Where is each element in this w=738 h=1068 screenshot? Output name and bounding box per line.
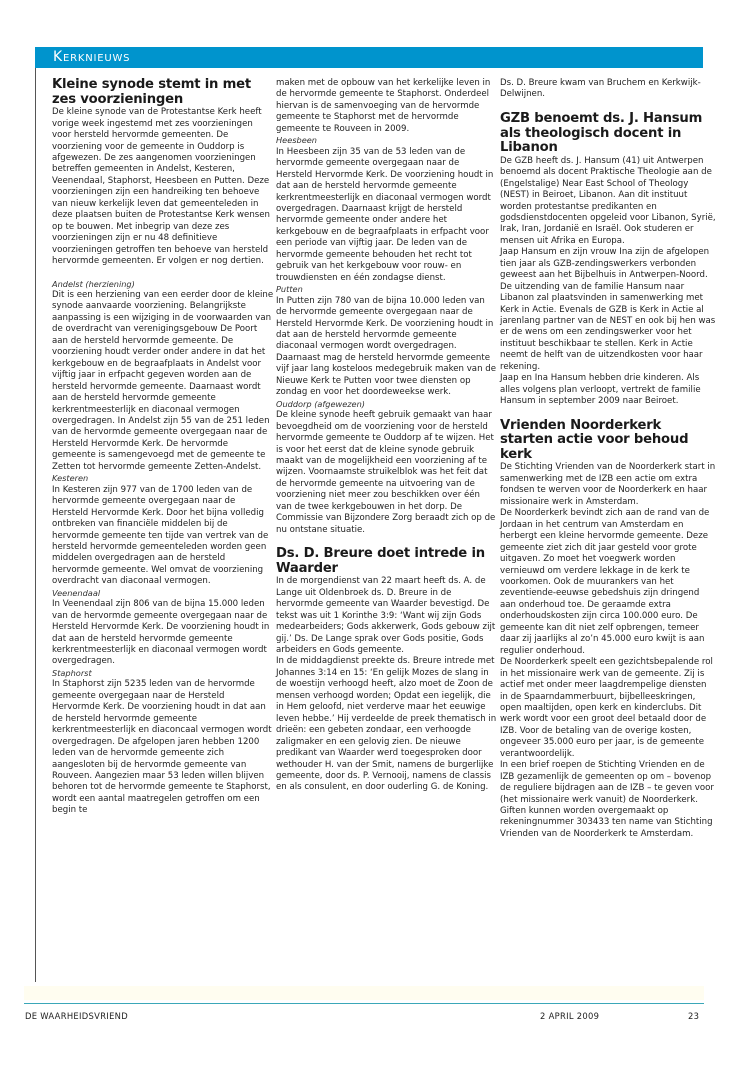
body-kesteren: In Kesteren zijn 977 van de 1700 leden van de hervormde gemeente overgegaan naar de Hersteld Hervormde Kerk. Door het bijna volledig ontbreken van financiële middelen bij de hervormde gemeente ten tijde van vertrek van de hersteld hervormde gemeenteleden worden geen middelen overgedragen aan de hersteld hervormde gemeente. Wel omvat de voorziening overdracht van diaconaal vermogen. bbox=[52, 484, 269, 587]
breure-paragraph-1: In de morgendienst van 22 maart heeft ds. A. de Lange uit Oldenbroek ds. D. Breure in de hervormde gemeente van Waarder bevestigd. De tekst was uit 1 Korinthe 3:9: ‘Want wij zijn Gods medearbeiders; Gods akkerwerk, Gods gebouw zijt gij.’ Ds. De Lange sprak over Gods positie, Gods arbeiders en Gods gemeente. bbox=[276, 576, 496, 656]
noorderkerk-paragraph-4: In een brief roepen de Stichting Vrienden en de IZB gezamenlijk de gemeenten op om – bovenop de reguliere bijdragen aan de IZB – te geven voor (het missionaire werk vanuit) de Noorderkerk. bbox=[500, 760, 714, 805]
subhead-andelst: Andelst (herziening) bbox=[52, 278, 135, 289]
bottom-tint-band bbox=[24, 986, 704, 1000]
body-staphorst-part1: In Staphorst zijn 5235 leden van de hervormde gemeente overgegaan naar de Hersteld Hervormde Kerk. De voorziening houdt in dat aan de hersteld hervormde gemeente kerkrentmeesterlijk en diaconcaal vermogen wordt overgedragen. De afgelopen jaren hebben 1200 leden van de hervormde gemeente zich aangesloten bij de hervormde gemeente van Rouveen. Aangezien maar 53 leden willen blijven behoren tot de hervormde gemeente te Staphorst, wordt een aantal maatregelen getroffen om een begin te bbox=[52, 679, 272, 816]
article-intro-synode: De kleine synode van de Protestantse Kerk heeft vorige week ingestemd met zes voorzieningen voor hersteld hervormde gemeenten. De voorziening voor de gemeente in Ouddorp is afgewezen. De zes aangenomen voorzieningen betreffen gemeenten in Andelst, Kesteren, Veenendaal, Staphorst, Heesbeen en Putten. Deze voorzieningen zijn een handreiking ten behoeve van nieuw kerkelijk leven dat gemeenteleden in deze plaatsen buiten de Protestantse Kerk wensen op te bouwen. Met inbegrip van deze zes voorzieningen zijn er nu 48 definitieve voorzieningen getroffen ten behoeve van hersteld hervormde gemeenten. Er volgen er nog dertien. bbox=[52, 107, 270, 267]
column-3 bbox=[500, 78, 716, 840]
left-vertical-rule bbox=[35, 68, 36, 982]
subhead-veenendaal: Veenendaal bbox=[52, 587, 101, 598]
gzb-paragraph-4: Jaap en Ina Hansum hebben drie kinderen. Als alles volgens plan verloopt, vertrekt de familie Hansum in september 2009 naar Beiroet. bbox=[500, 373, 701, 407]
noorderkerk-paragraph-1: De Stichting Vrienden van de Noorderkerk start in samenwerking met de IZB een actie om extra fondsen te werven voor de Noorderkerk en haar missionaire werk in Amsterdam. bbox=[500, 462, 716, 507]
subhead-staphorst: Staphorst bbox=[52, 667, 92, 678]
breure-paragraph-3: Ds. D. Breure kwam van Bruchem en Kerkwijk-Delwijnen. bbox=[500, 78, 701, 100]
gzb-paragraph-3: De uitzending van de familie Hansum naar Libanon zal plaatsvinden in samenwerking met Kerk in Actie. Evenals de GZB is Kerk in Actie al jarenlang partner van de NEST en ook bij hen was er de wens om een zendingswerker voor het instituut beschikbaar te stellen. Kerk in Actie neemt de helft van de uitzendkosten voor haar rekening. bbox=[500, 281, 716, 372]
body-heesbeen: In Heesbeen zijn 35 van de 53 leden van de hervormde gemeente overgegaan naar de Hersteld Hervormde Kerk. De voorziening houdt in dat aan de hersteld hervormde gemeente kerkrentmeesterlijk en diaconaal vermogen wordt overgedragen. Daarnaast krijgt de hersteld hervormde gemeente onder andere het kerkgebouw en de begraafplaats in erfpacht voor een periode van vijftig jaar. De leden van de hervormde gemeente behouden het recht tot gebruik van het kerkgebouw voor rouw- en trouwdiensten en één zondagse dienst. bbox=[276, 146, 494, 283]
footer-publication: DE WAARHEIDSVRIEND bbox=[25, 1011, 128, 1021]
subhead-ouddorp: Ouddorp (afgewezen) bbox=[276, 398, 365, 409]
noorderkerk-paragraph-3: De Noorderkerk speelt een gezichtsbepalende rol in het missionaire werk van de gemeente. Zij is actief met onder meer laagdrempelige diensten in de Spaarndammerbuurt, bijbelleeskringen, open maaltijden, open kerk en kinderclubs. Dit werk wordt voor een groot deel betaald door de IZB. Voor de betaling van de overige kosten, ongeveer 35.000 euro per jaar, is de gemeente verantwoordelijk. bbox=[500, 657, 713, 759]
footer-date: 2 APRIL 2009 bbox=[540, 1011, 600, 1021]
footer-rule bbox=[24, 1003, 704, 1004]
gzb-paragraph-1: De GZB heeft ds. J. Hansum (41) uit Antwerpen benoemd als docent Praktische Theologie aan de (Engelstalige) Near East School of Theology (NEST) in Beiroet, Libanon. Aan dit instituut worden protestantse predikanten en godsdienstdocenten opgeleid voor Libanon, Syrië, Irak, Iran, Jordanië en Israël. Ook studeren er mensen uit Afrika en Europa. bbox=[500, 155, 716, 246]
article-title-gzb: GZB benoemt ds. J. Hansum als theologisch docent in Libanon bbox=[500, 110, 703, 156]
article-title-noorderkerk: Vrienden Noorderkerk starten actie voor behoud kerk bbox=[500, 417, 689, 462]
body-putten: In Putten zijn 780 van de bijna 10.000 leden van de hervormde gemeente overgegaan naar de Hersteld Hervormde Kerk. De voorziening houdt in dat aan de hersteld hervormde gemeente diaconaal vermogen wordt overgedragen. Daarnaast mag de hersteld hervormde gemeente vijf jaar lang kosteloos medegebruik maken van de Nieuwe Kerk te Putten voor twee diensten op zondag en voor het doordeweekse werk. bbox=[276, 295, 496, 398]
body-staphorst-part2: maken met de opbouw van het kerkelijke leven in de hervormde gemeente te Staphorst. Onderdeel hiervan is de samenvoeging van de hervormde gemeente te Staphorst met de hervormde gemeente te Rouveen in 2009. bbox=[276, 78, 491, 134]
breure-paragraph-2: In de middagdienst preekte ds. Breure intrede met Johannes 3:14 en 15: ‘En gelijk Mozes de slang in de woestijn verhoogd heeft, alzo moet de Zoon de mensen verhoogd worden; Opdat een iegelijk, die in Hem geloofd, niet verderve maar het eeuwige leven hebbe.’ Hij verdeelde de preek thematisch in drieën: een gebeten zondaar, een verhoogde zaligmaker en een gelovig zien. De nieuwe predikant van Waarder werd toegesproken door wethouder H. van der Smit, namens de burgerlijke gemeente, door ds. P. Vernooij, namens de classis en als consulent, en door ouderling G. de Koning. bbox=[276, 656, 497, 793]
subhead-kesteren: Kesteren bbox=[52, 473, 89, 484]
body-veenendaal: In Veenendaal zijn 806 van de bijna 15.000 leden van de hervormde gemeente overgegaan naar de Hersteld Hervormde Kerk. De voorziening houdt in dat aan de hersteld hervormde gemeente kerkrentmeesterlijk en diaconaal vermogen wordt overgedragen. bbox=[52, 599, 270, 667]
noorderkerk-paragraph-5: Giften kunnen worden overgemaakt op rekeningnummer 303433 ten name van Stichting Vrienden van de Noorderkerk te Amsterdam. bbox=[500, 806, 713, 839]
subhead-heesbeen: Heesbeen bbox=[276, 135, 317, 146]
section-header-bar bbox=[35, 47, 703, 68]
gzb-paragraph-2: Jaap Hansum en zijn vrouw Ina zijn de afgelopen tien jaar als GZB-zendingswerkers verbonden geweest aan het Bijbelhuis in Antwerpen-Noord. bbox=[500, 247, 710, 281]
body-ouddorp: De kleine synode heeft gebruik gemaakt van haar bevoegdheid om de voorziening voor de hersteld hervormde gemeente te Ouddorp af te wijzen. Het is voor het eerst dat de kleine synode gebruik maakt van de mogelijkheid een voorziening af te wijzen. Voornaamste struikelblok was het feit dat de hervormde gemeente na uitvoering van de voorziening niet meer zou beschikken over één van de twee kerkgebouwen in het dorp. De Commissie van Bijzondere Zorg beraadt zich op de nu ontstane situatie. bbox=[276, 410, 496, 535]
column-1 bbox=[52, 78, 274, 817]
subhead-putten: Putten bbox=[276, 284, 303, 295]
section-title: Kerknieuws bbox=[53, 49, 131, 65]
article-title-breure: Ds. D. Breure doet intrede in Waarder bbox=[276, 546, 485, 576]
article-title-synode: Kleine synode stemt in met zes voorzieningen bbox=[52, 77, 252, 107]
noorderkerk-paragraph-2: De Noorderkerk bevindt zich aan de rand van de Jordaan in het centrum van Amsterdam en herbergt een kleine hervormde gemeente. Deze gemeente ziet zich dit jaar gesteld voor grote uitgaven. Zo moet het voegwerk worden vernieuwd om verdere lekkage in de kerk te voorkomen. Ook de muurankers van het zeventiende-eeuwse gebedshuis zijn dringend aan onderhoud toe. De geraamde extra onderhoudskosten zijn circa 100.000 euro. De gemeente kan dit niet zelf opbrengen, temeer daar zij jaarlijks al zo’n 45.000 euro kwijt is aan regulier onderhoud. bbox=[500, 508, 710, 656]
body-andelst: Dit is een herziening van een eerder door de kleine synode aanvaarde voorziening. Belangrijkste aanpassing is een wijziging in de voorwaarden van de overdracht van verenigingsgebouw De Poort aan de hersteld hervormde gemeente. De voorziening houdt verder onder andere in dat het kerkgebouw en de begraafplaats in Andelst voor vijftig jaar in erfpacht gegeven worden aan de hersteld hervormde gemeente. Daarnaast wordt aan de hersteld hervormde gemeente kerkrentmeesterlijk en diaconaal vermogen overgedragen. In Andelst zijn 55 van de 251 leden van de hervormde gemeente overgegaan naar de Hersteld Hervormde Kerk. De hervormde gemeente is samengevoegd met de gemeente te Zetten tot hervormde gemeente Zetten-Andelst. bbox=[52, 289, 274, 472]
footer-page-number: 23 bbox=[688, 1011, 700, 1021]
column-2 bbox=[276, 78, 498, 794]
